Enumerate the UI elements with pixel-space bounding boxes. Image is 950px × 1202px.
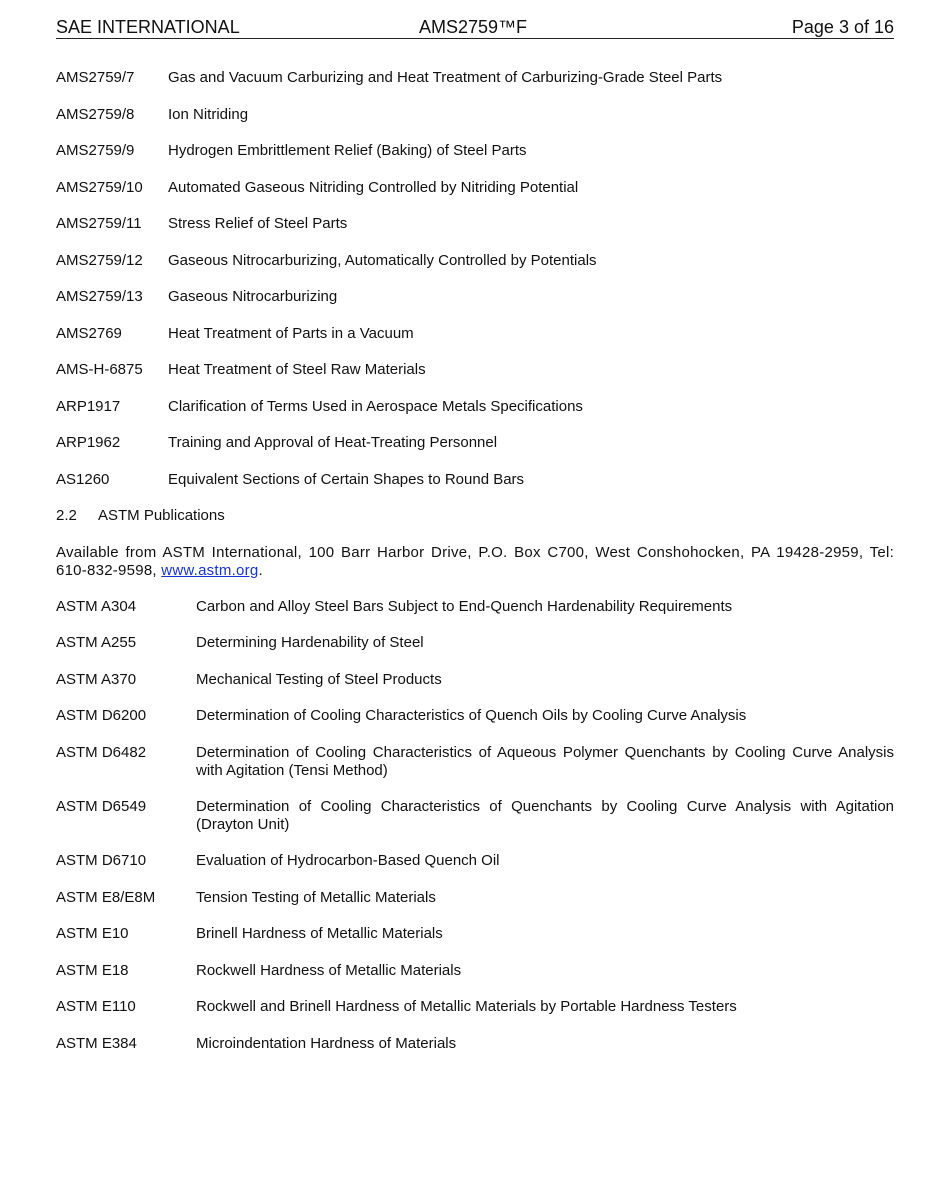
- reference-title: Equivalent Sections of Certain Shapes to Round Bars: [168, 471, 525, 488]
- astm-website-link[interactable]: www.astm.org: [161, 562, 259, 579]
- reference-code: ASTM D6710: [56, 852, 147, 869]
- reference-code: ASTM D6549: [56, 798, 147, 815]
- reference-title: Heat Treatment of Parts in a Vacuum: [168, 325, 414, 342]
- reference-code: AMS2759/13: [56, 288, 143, 305]
- reference-code: ASTM E18: [56, 962, 129, 979]
- reference-code: AMS2759/9: [56, 142, 135, 159]
- reference-title: Gaseous Nitrocarburizing: [168, 288, 338, 305]
- reference-code: ASTM E10: [56, 925, 129, 942]
- reference-title: Mechanical Testing of Steel Products: [196, 671, 442, 688]
- reference-code: ASTM D6200: [56, 707, 147, 724]
- section-number: 2.2: [56, 507, 77, 524]
- reference-code: ARP1962: [56, 434, 121, 451]
- page-header: [56, 16, 894, 39]
- reference-code: ASTM A304: [56, 598, 137, 615]
- reference-title: Microindentation Hardness of Materials: [196, 1035, 457, 1052]
- reference-code: ASTM E110: [56, 998, 136, 1015]
- availability-end: .: [258, 562, 263, 579]
- reference-title: Determining Hardenability of Steel: [196, 634, 424, 651]
- reference-code: AMS2769: [56, 325, 122, 342]
- reference-title: Clarification of Terms Used in Aerospace Metals Specifications: [168, 398, 583, 415]
- reference-title: Rockwell and Brinell Hardness of Metallic Materials by Portable Hardness Testers: [196, 998, 737, 1015]
- reference-title: Tension Testing of Metallic Materials: [196, 889, 436, 906]
- reference-code: ASTM E8/E8M: [56, 889, 156, 906]
- reference-title: Determination of Cooling Characteristics of Aqueous Polymer Quenchants by Cooling Curve Analysis with Agitation (Tensi Method): [196, 744, 894, 779]
- reference-title: Automated Gaseous Nitriding Controlled by Nitriding Potential: [168, 179, 579, 196]
- reference-code: ASTM A370: [56, 671, 137, 688]
- reference-code: AMS2759/7: [56, 69, 135, 86]
- reference-title: Evaluation of Hydrocarbon-Based Quench Oil: [196, 852, 500, 869]
- reference-code: ASTM A255: [56, 634, 137, 651]
- header-organization: SAE INTERNATIONAL: [56, 17, 240, 37]
- reference-title: Training and Approval of Heat-Treating Personnel: [168, 434, 498, 451]
- header-document-id: AMS2759™F: [419, 17, 528, 37]
- reference-title: Heat Treatment of Steel Raw Materials: [168, 361, 426, 378]
- reference-title: Carbon and Alloy Steel Bars Subject to End-Quench Hardenability Requirements: [196, 598, 733, 615]
- reference-title: Determination of Cooling Characteristics of Quenchants by Cooling Curve Analysis with Agitation (Drayton Unit): [196, 798, 894, 833]
- header-page-number: Page 3 of 16: [791, 17, 894, 37]
- reference-title: Determination of Cooling Characteristics of Quench Oils by Cooling Curve Analysis: [196, 707, 747, 724]
- reference-title: Stress Relief of Steel Parts: [168, 215, 348, 232]
- reference-code: AMS2759/10: [56, 179, 143, 196]
- section-title: ASTM Publications: [98, 507, 225, 524]
- reference-code: AS1260: [56, 471, 110, 488]
- availability-text: Available from ASTM International, 100 Barr Harbor Drive, P.O. Box C700, West Conshohocken, PA 19428-2959, Tel: 610-832-9598,: [56, 544, 894, 579]
- reference-code: ASTM E384: [56, 1035, 137, 1052]
- reference-title: Gas and Vacuum Carburizing and Heat Treatment of Carburizing-Grade Steel Parts: [168, 69, 723, 86]
- reference-title: Brinell Hardness of Metallic Materials: [196, 925, 443, 942]
- reference-code: AMS2759/8: [56, 106, 135, 123]
- reference-code: AMS2759/11: [56, 215, 142, 232]
- availability-paragraph: [56, 544, 894, 580]
- reference-title: Hydrogen Embrittlement Relief (Baking) of Steel Parts: [168, 142, 527, 159]
- reference-title: Gaseous Nitrocarburizing, Automatically Controlled by Potentials: [168, 252, 597, 269]
- reference-title: Ion Nitriding: [168, 106, 249, 123]
- reference-title: Rockwell Hardness of Metallic Materials: [196, 962, 462, 979]
- reference-code: AMS2759/12: [56, 252, 143, 269]
- reference-code: ASTM D6482: [56, 744, 147, 761]
- reference-code: ARP1917: [56, 398, 121, 415]
- reference-code: AMS-H-6875: [56, 361, 143, 378]
